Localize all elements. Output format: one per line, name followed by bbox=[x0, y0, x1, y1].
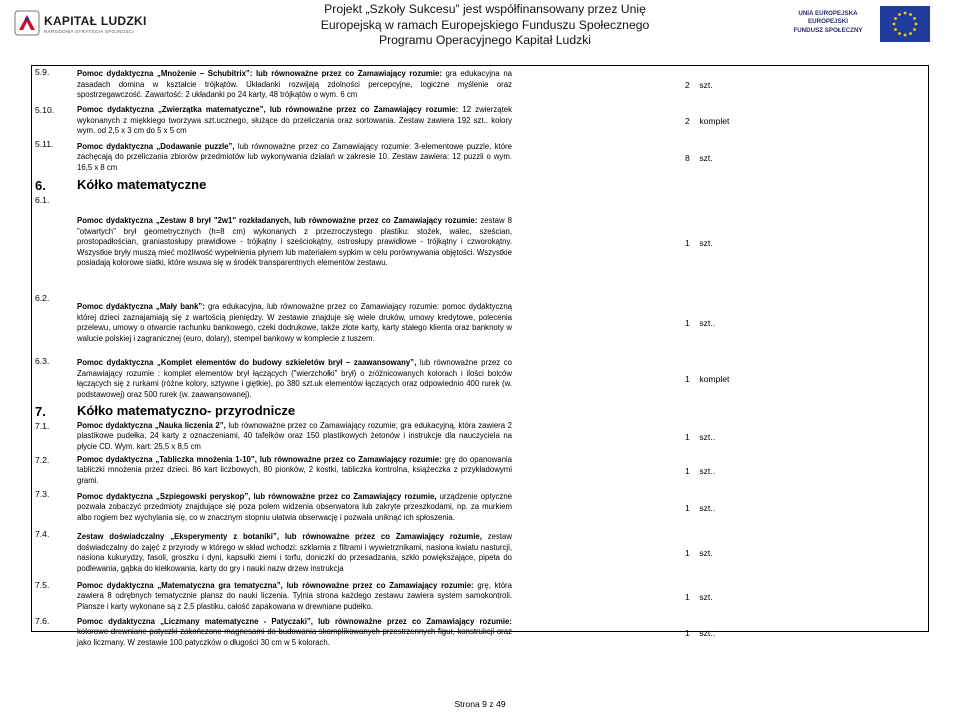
item-title: Pomoc dydaktyczna „Zwierzątka matematyczne”, lub równoważne przez co Zamawiający rozumie: bbox=[77, 105, 459, 114]
item-number: 7.3. bbox=[35, 488, 50, 499]
spacer-cell bbox=[515, 528, 675, 579]
eu-star-icon bbox=[893, 23, 896, 26]
spacer-cell bbox=[515, 138, 675, 178]
eu-star-icon bbox=[909, 32, 912, 35]
section-number: 6. bbox=[35, 178, 46, 193]
section-heading-row bbox=[32, 178, 928, 194]
table-row bbox=[32, 579, 928, 615]
item-number: 7.5. bbox=[35, 579, 50, 590]
item-description bbox=[77, 528, 515, 579]
item-details: grę do opanowania tabliczki mnożenia przez dzieci. 86 kart liczbowych, 80 pionków, 2 kostki, tabliczka kontrolna, książeczka z przykładowymi grami. bbox=[77, 454, 512, 485]
table-row bbox=[32, 528, 928, 579]
item-description bbox=[77, 579, 515, 615]
logo-tagline: NARODOWA STRATEGIA SPÓJNOŚCI bbox=[44, 29, 135, 34]
item-quantity: 1 szt. bbox=[685, 548, 713, 558]
item-title: Zestaw doświadczalny „Eksperymenty z botaniki”, lub równoważne przez co Zamawiający rozumie, bbox=[77, 532, 482, 541]
item-quantity: 2 szt. bbox=[685, 80, 713, 90]
eu-logo-line-1: UNIA EUROPEJSKA bbox=[798, 10, 858, 17]
eu-star-icon bbox=[898, 13, 901, 16]
eu-star-icon bbox=[909, 13, 912, 16]
section-title: Kółko matematyczne bbox=[77, 177, 207, 193]
item-number: 5.9. bbox=[35, 67, 50, 77]
eu-star-icon bbox=[913, 17, 916, 20]
item-title: Pomoc dydaktyczna „Zestaw 8 brył "2w1" rozkładanych, lub równoważne przez co Zamawiający rozumie: bbox=[77, 216, 478, 226]
item-details: zestaw 8 "otwartych" brył geometrycznych (h=8 cm) wykonanych z przezroczystego plastiku: stożek, walec, sześcian, prostopadłościan, graniastosłupy prawidłowe - trójkątny i sześciokątny, ostrosłupy prawidłowe - trójkątny i czworokątny. Wszystkie bryły muszą mieć możliwość wypełnienia płynem lub materiałem sypkim w celu porównywania objętości. Wszystkie posiadają kolorowe siatki, które wsuwa się w środek transparentnych elementów zestawu. bbox=[77, 216, 513, 268]
page-header bbox=[0, 0, 960, 54]
table-row bbox=[32, 488, 928, 528]
items-table-body bbox=[32, 66, 928, 651]
item-details: kolorowe drewniane patyczki zakończone magnesami do budowania skomplikowanych przestrzennych figur, konstrukcji oraz jako liczmany. W zestawie 100 patyczków o długości 30 cm w 5 kolorach. bbox=[77, 627, 512, 647]
logo-name: KAPITAŁ LUDZKI bbox=[44, 14, 147, 28]
item-number: 7.1. bbox=[35, 420, 50, 431]
item-quantity: 1 szt. bbox=[685, 591, 713, 602]
eu-logo-line-2: EUROPEJSKI bbox=[808, 18, 848, 26]
page-number: Strona 9 z 49 bbox=[454, 699, 506, 709]
spacer-cell bbox=[515, 194, 675, 292]
item-title: Pomoc dydaktyczna „Liczmany matematyczne - Patyczaki”, lub równoważne przez co Zamawiający rozumie: bbox=[77, 616, 512, 626]
item-title: Pomoc dydaktyczna „Mnożenie – Schubitrix”: lub równoważne przez co Zamawiający rozumie: bbox=[77, 69, 442, 79]
table-row bbox=[32, 292, 928, 355]
item-quantity: 2 komplet bbox=[685, 115, 730, 126]
spacer-cell bbox=[515, 66, 675, 104]
item-description bbox=[77, 104, 515, 138]
item-details: grę, która zawiera 8 odrębnych tematycznie plansz do nauki liczenia. Tylnia strona każdego zestawu zawiera system samokontroli. Plansze i karty wykonane są z 2,5 plastiku, całość zapakowana w drewniane pudełko. bbox=[77, 580, 512, 611]
item-quantity: 1 komplet bbox=[685, 374, 730, 384]
eu-star-icon bbox=[894, 17, 897, 20]
item-details: urządzenie optyczne pozwala zobaczyć przedmioty znajdujące się poza polem widzenia obserwatora lub zakryte przeszkodami, np. za murkiem albo rogiem bez wychylania się, co w znacznym stopniu ułatwia obserwację i pozwala uniknąć ich spłoszenia. bbox=[77, 491, 513, 522]
item-title: Pomoc dydaktyczna „Tabliczka mnożenia 1-10”, lub równoważne przez co Zamawiający rozumie: bbox=[77, 454, 442, 464]
spacer-cell bbox=[515, 355, 675, 404]
table-row bbox=[32, 355, 928, 404]
item-number: 5.10. bbox=[35, 105, 55, 115]
spacer-cell bbox=[515, 420, 675, 454]
item-description bbox=[77, 66, 515, 104]
table-row bbox=[32, 138, 928, 178]
item-description bbox=[77, 454, 515, 488]
order-items-table bbox=[31, 65, 929, 647]
item-description bbox=[77, 355, 515, 404]
item-description bbox=[77, 420, 515, 454]
item-number: 6.3. bbox=[35, 355, 50, 366]
eu-logo-text bbox=[780, 10, 876, 35]
item-details: lub równoważne przez co Zamawiający rozumie; gra edukacyjną, która zawiera 2 plastikowe pudełka, 24 karty z oznaczeniami, 40 tafelków oraz 150 plastikowych żetonów i instrukcje dla nauczyciela na płycie CD. Wym. kart: 25,5 x 8,5 cm bbox=[77, 420, 512, 451]
item-number: 5.11. bbox=[35, 138, 54, 149]
table-row bbox=[32, 104, 928, 138]
section-heading-row bbox=[32, 404, 928, 420]
item-quantity: 1 szt.. bbox=[685, 465, 716, 476]
item-title: Pomoc dydaktyczna „Nauka liczenia 2”, bbox=[77, 420, 226, 430]
eu-logo-line-3: FUNDUSZ SPOŁECZNY bbox=[793, 26, 863, 34]
item-details: lub równoważne przez co Zamawiający rozumie : komplet elementów brył łączących ("wierzchołki" brył) o zróżnicowanych kolorach i ilości bolców łączących się z rurkami (różne kolory, sztywne i giętkie), po 380 szt.uk elementów łączących oraz odpowiednio 400 rurek (w. podstawowej) oraz 500 rurek (w. zaawansowanej). bbox=[77, 358, 512, 399]
table-row bbox=[32, 194, 928, 292]
item-title: Pomoc dydaktyczna „Komplet elementów do budowy szkieletów brył – zaawansowany”, bbox=[77, 358, 417, 367]
item-description bbox=[77, 615, 515, 651]
spacer-cell bbox=[515, 488, 675, 528]
eu-star-icon bbox=[913, 28, 916, 31]
eu-social-fund-logo bbox=[780, 6, 930, 46]
item-quantity: 1 szt.. bbox=[685, 431, 716, 442]
item-details: zestaw doświadczalny do zajęć z przyrody w którego w skład wchodzi: szklarnia z filtrami i wywietrznikami, nasiona kwiatu nasturcji, nasiona kukurydzy, fasoli, groszku i dyni, kapsułki ziemi i torfu, doniczki do przesadzania, szkło powiększające, pipeta do podlewania, gąbka do kiełkowania, karty do gry i nauki nazw drzew instrukcja bbox=[77, 532, 512, 573]
header-line-2: Europejską w ramach Europejskiego Funduszu Społecznego bbox=[320, 17, 650, 32]
spacer-cell bbox=[515, 454, 675, 488]
section-title: Kółko matematyczno- przyrodnicze bbox=[77, 403, 296, 419]
project-header-text bbox=[320, 2, 650, 49]
kapital-ludzki-emblem-icon bbox=[14, 10, 40, 36]
item-number: 6.1. bbox=[35, 194, 50, 205]
eu-star-icon bbox=[898, 32, 901, 35]
item-number: 6.2. bbox=[35, 292, 50, 303]
item-details: gra edukacyjna na zasadach domina w kształcie trójkątów. Układanki rozwijają zdolności percepcyjne, logiczne myślenie oraz spostrzegawczość. Zawartość: 2 układanki po 24 karty, 48 trójkątów o wym. 6 cm bbox=[77, 69, 513, 100]
kapital-ludzki-logo bbox=[14, 8, 164, 44]
spacer-cell bbox=[515, 615, 675, 651]
eu-star-icon bbox=[915, 23, 918, 26]
item-quantity: 1 szt.. bbox=[685, 502, 716, 513]
table-row bbox=[32, 454, 928, 488]
item-quantity: 8 szt. bbox=[685, 152, 713, 163]
spacer-cell bbox=[515, 579, 675, 615]
item-details: gra edukacyjna, lub równoważne przez co Zamawiający rozumie: pomoc dydaktyczną której dzieci zaznajamiają się z wartością pieniędzy. W zestawie znajduje się wiele druków, umowy kredytowe, polecenia przelewu, umowy o otwarcie rachunku bankowego, czeki dodrukowe, także złote karty, karty stałego klienta oraz banknoty w walucie polskiej i zagranicznej (euro, dolary), stempel bankowy w komplecie z tuszem. bbox=[77, 302, 513, 343]
header-line-1: Projekt „Szkoły Sukcesu” jest współfinansowany przez Unię bbox=[324, 2, 646, 16]
table-row bbox=[32, 66, 928, 104]
spacer-cell bbox=[515, 292, 675, 355]
item-quantity: 1 szt.. bbox=[685, 318, 716, 328]
item-title: Pomoc dydaktyczna „Dodawanie puzzle”, bbox=[77, 141, 235, 151]
item-quantity: 1 szt. bbox=[685, 237, 713, 248]
item-description bbox=[77, 138, 515, 178]
table-row bbox=[32, 420, 928, 454]
item-details: 12 zwierzątek wykonanych z miękkiego tworzywa szt.ucznego, służące do przeliczania oraz sortowania. Zestaw zawiera 192 szt.. kolory wym. od 2,5 x 3 cm do 5 x 5 cm bbox=[77, 105, 512, 135]
eu-star-icon bbox=[904, 34, 907, 37]
item-title: Pomoc dydaktyczna „Matematyczna gra tematyczna”, lub równoważne przez co Zamawiający rozumie: bbox=[77, 580, 474, 590]
item-quantity: 1 szt.. bbox=[685, 627, 716, 638]
item-description bbox=[77, 488, 515, 528]
header-line-3: Programu Operacyjnego Kapitał Ludzki bbox=[378, 33, 592, 47]
item-title: Pomoc dydaktyczna „Szpiegowski peryskop”, lub równoważne przez co Zamawiający rozumie, bbox=[77, 491, 437, 501]
eu-flag-icon bbox=[880, 6, 930, 42]
eu-star-icon bbox=[894, 28, 897, 31]
item-description bbox=[77, 292, 515, 355]
item-number: 7.4. bbox=[35, 528, 50, 539]
section-number: 7. bbox=[35, 404, 46, 419]
item-number: 7.6. bbox=[35, 615, 50, 626]
item-details: lub równoważne przez co Zamawiający rozumie: 3-elementowe puzzle, które zachęcają do przeliczania zbiorów przedmiotów lub wykonywania działań w zakresie 10. Zestaw zawiera: 12 puzzli o wym. 16,5 x 8 cm bbox=[77, 141, 512, 172]
item-number: 7.2. bbox=[35, 454, 50, 465]
table-row bbox=[32, 615, 928, 651]
eu-star-icon bbox=[904, 12, 907, 15]
item-description bbox=[77, 194, 515, 292]
spacer-cell bbox=[515, 104, 675, 138]
item-title: Pomoc dydaktyczna „Mały bank”: bbox=[77, 302, 205, 311]
